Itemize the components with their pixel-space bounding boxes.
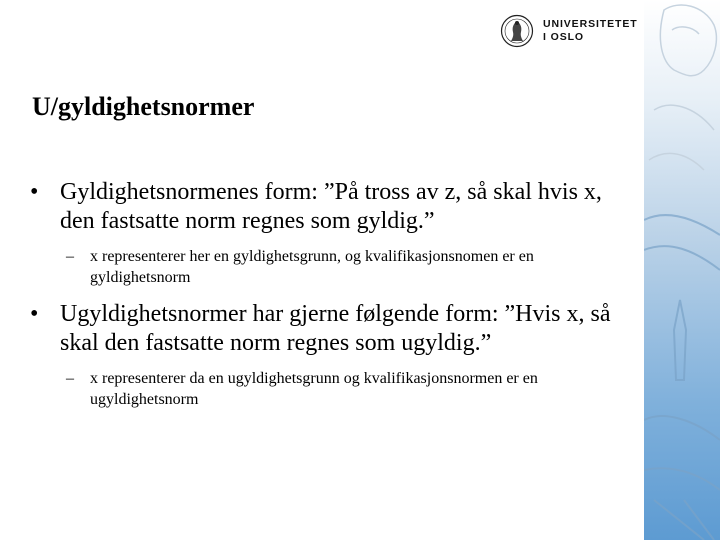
dash-icon: – [66,370,74,387]
slide-title: U/gyldighetsnormer [32,92,255,121]
statue-graphic-icon [644,0,720,540]
logo-line-2: I OSLO [543,31,584,43]
university-logo [500,14,640,50]
sub-bullet-item [30,246,630,288]
bullet-item [30,178,630,236]
bullet-icon: • [30,301,39,327]
sub-bullet-item [30,368,630,410]
bullet-text: Gyldighetsnormenes form: ”På tross av z, så skal hvis x, den fastsatte norm regnes som gyldig.” [60,179,602,234]
university-seal-icon [500,14,534,48]
bullet-item [30,300,630,358]
sub-bullet-text: x representerer da en ugyldighetsgrunn og kvalifikasjonsnormen er en ugyldighetsnorm [90,370,538,408]
sub-bullet-text: x representerer her en gyldighetsgrunn, og kvalifikasjonsnomen er en gyldighetsnorm [90,248,534,286]
bullet-list [30,178,630,410]
bullet-text: Ugyldighetsnormer har gjerne følgende form: ”Hvis x, så skal den fastsatte norm regnes som ugyldig.” [60,301,611,356]
logo-line-1: UNIVERSITETET [543,18,638,30]
bullet-icon: • [30,179,39,205]
dash-icon: – [66,248,74,265]
decorative-side-panel [644,0,720,540]
